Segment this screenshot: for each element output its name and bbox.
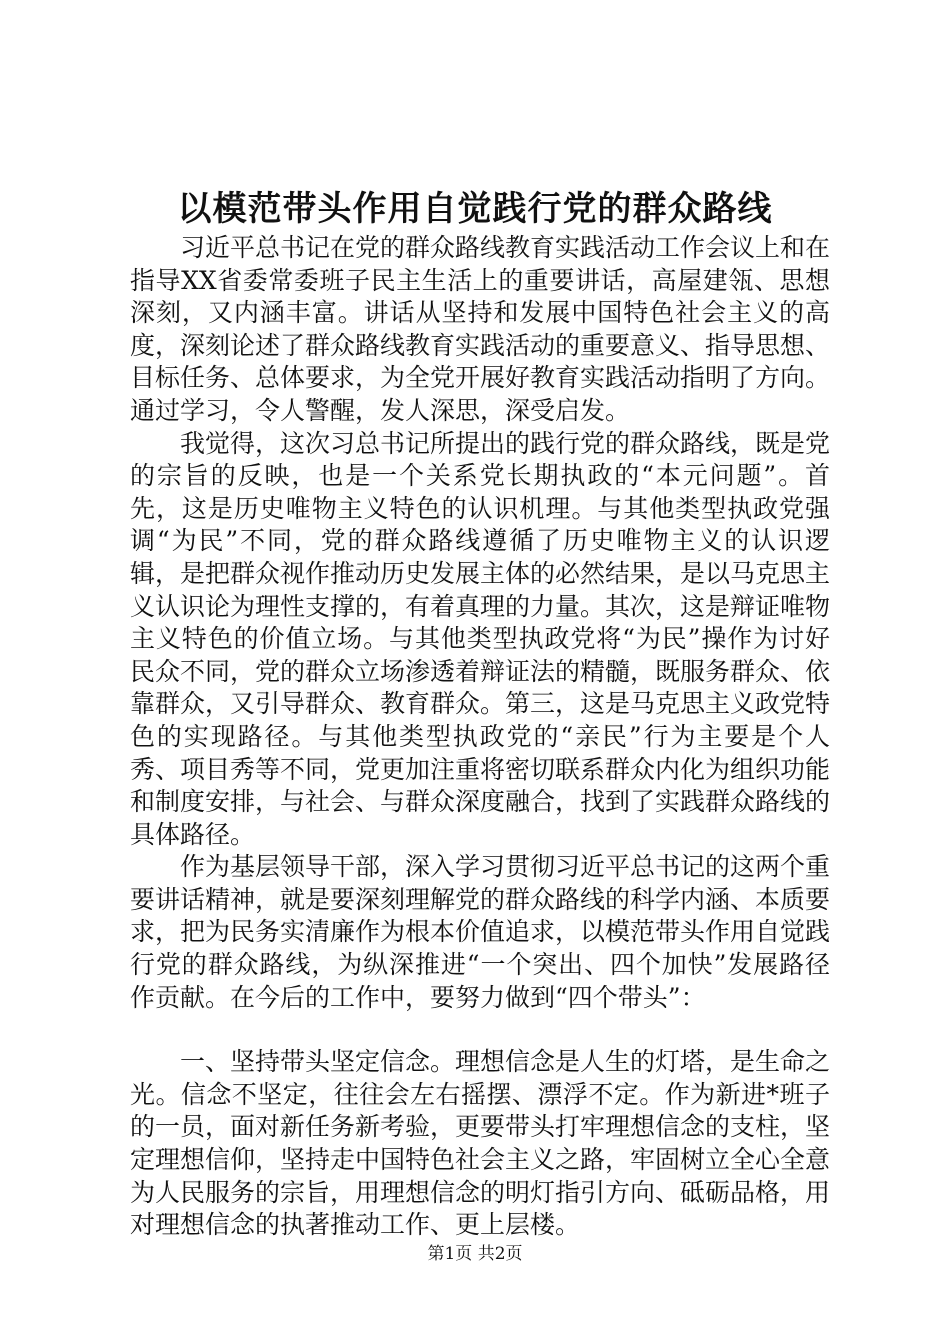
document-body [130,232,830,1242]
paragraph-analysis: 我觉得，这次习总书记所提出的践行党的群众路线，既是党的宗旨的反映，也是一个关系党长期执政的“本元问题”。首先，这是历史唯物主义特色的认识机理。与其他类型执政党强调“为民”不同，党的群众路线遵循了历史唯物主义的认识逻辑，是把群众视作推动历史发展主体的必然结果，是以马克思主义认识论为理性支撑的，有着真理的力量。其次，这是辩证唯物主义特色的价值立场。与其他类型执政党将“为民”操作为讨好民众不同，党的群众立场渗透着辩证法的精髓，既服务群众、依靠群众，又引导群众、教育群众。第三，这是马克思主义政党特色的实现路径。与其他类型执政党的“亲民”行为主要是个人秀、项目秀等不同，党更加注重将密切联系群众内化为组织功能和制度安排，与社会、与群众深度融合，找到了实践群众路线的具体路径。 [130,428,831,849]
paragraph-point-one: 一、坚持带头坚定信念。理想信念是人生的灯塔，是生命之光。信念不坚定，往往会左右摇摆、漂浮不定。作为新进*班子的一员，面对新任务新考验，更要带头打牢理想信念的支柱，坚定理想信仰，坚持走中国特色社会主义之路，牢固树立全心全意为人民服务的宗旨，用理想信念的明灯指引方向、砥砺品格，用对理想信念的执著推动工作、更上层楼。 [130,1047,831,1240]
page-number-footer: 第1页 共2页 [427,1244,523,1264]
paragraph-commitment: 作为基层领导干部，深入学习贯彻习近平总书记的这两个重要讲话精神，就是要深刻理解党的群众路线的科学内涵、本质要求，把为民务实清廉作为根本价值追求，以模范带头作用自觉践行党的群众路线，为纵深推进“一个突出、四个加快”发展路径作贡献。在今后的工作中，要努力做到“四个带头”： [130,852,831,1012]
document-title: 以模范带头作用自觉践行党的群众路线 [177,189,773,229]
paragraph-intro: 习近平总书记在党的群众路线教育实践活动工作会议上和在指导XX省委常委班子民主生活上的重要讲话，高屋建瓴、思想深刻，又内涵丰富。讲话从坚持和发展中国特色社会主义的高度，深刻论述了群众路线教育实践活动的重要意义、指导思想、目标任务、总体要求，为全党开展好教育实践活动指明了方向。通过学习，令人警醒，发人深思，深受启发。 [130,233,831,425]
paragraph-gap [130,1014,830,1046]
